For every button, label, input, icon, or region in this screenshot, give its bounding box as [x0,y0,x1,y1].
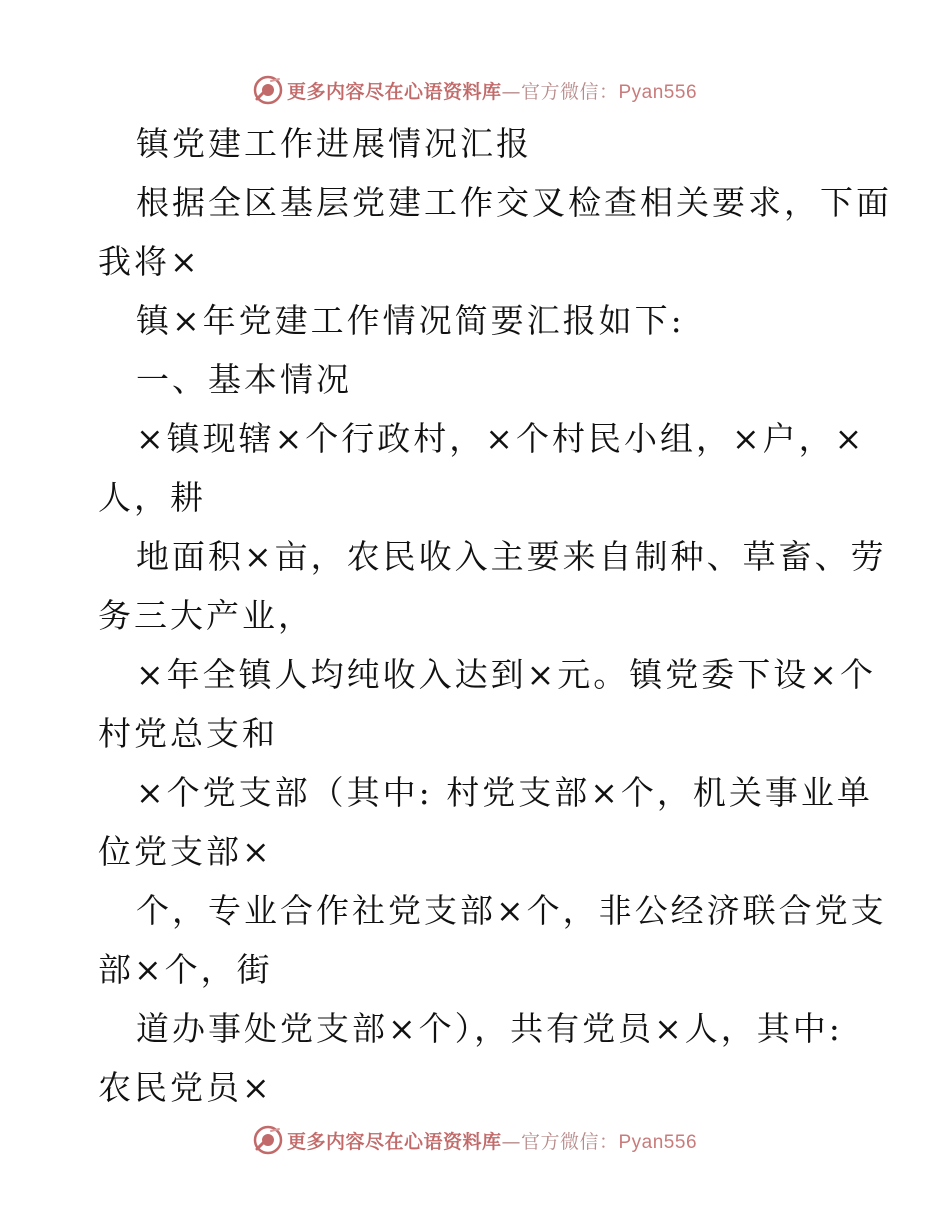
watermark-rest: 官方微信： [520,1130,619,1153]
paragraph-line: ×年全镇人均纯收入达到×元。镇党委下设×个 [136,655,876,694]
paragraph-line: 村党总支和 [98,714,278,753]
paragraph-line: 农民党员× [98,1068,273,1107]
document-title: 镇党建工作进展情况汇报 [136,124,532,163]
watermark-brand: 更多内容尽在心语资料库 [286,80,502,103]
paragraph-line: 根据全区基层党建工作交叉检查相关要求，下面 [136,183,892,222]
watermark-id: Pyan556 [618,1131,698,1153]
paragraph-line: ×镇现辖×个行政村，×个村民小组，×户，× [136,419,866,458]
watermark-text [287,77,697,104]
paragraph-line: 人，耕 [98,478,206,517]
watermark-logo-icon [253,1125,283,1155]
paragraph-line: 位党支部× [98,832,273,871]
paragraph-line: 务三大产业， [98,596,314,635]
watermark-rest: 官方微信： [520,80,619,103]
paragraph-line: 部×个，街 [98,950,273,989]
watermark-separator: — [501,1130,521,1153]
paragraph-line: 我将× [98,242,201,281]
paragraph-line: 个，专业合作社党支部×个，非公经济联合党支 [136,891,887,930]
paragraph-line: ×个党支部（其中: 村党支部×个，机关事业单 [136,773,873,812]
section-heading: 一、基本情况 [136,360,352,399]
watermark-logo-icon [253,75,283,105]
paragraph-line: 道办事处党支部×个），共有党员×人，其中: [136,1009,843,1048]
watermark-text [287,1127,697,1154]
watermark-id: Pyan556 [618,81,698,103]
paragraph-line: 镇×年党建工作情况简要汇报如下: [136,301,685,340]
header-watermark [0,70,950,110]
footer-watermark [0,1120,950,1160]
paragraph-line: 地面积×亩，农民收入主要来自制种、草畜、劳 [136,537,887,576]
watermark-brand: 更多内容尽在心语资料库 [286,1130,502,1153]
watermark-separator: — [501,80,521,103]
